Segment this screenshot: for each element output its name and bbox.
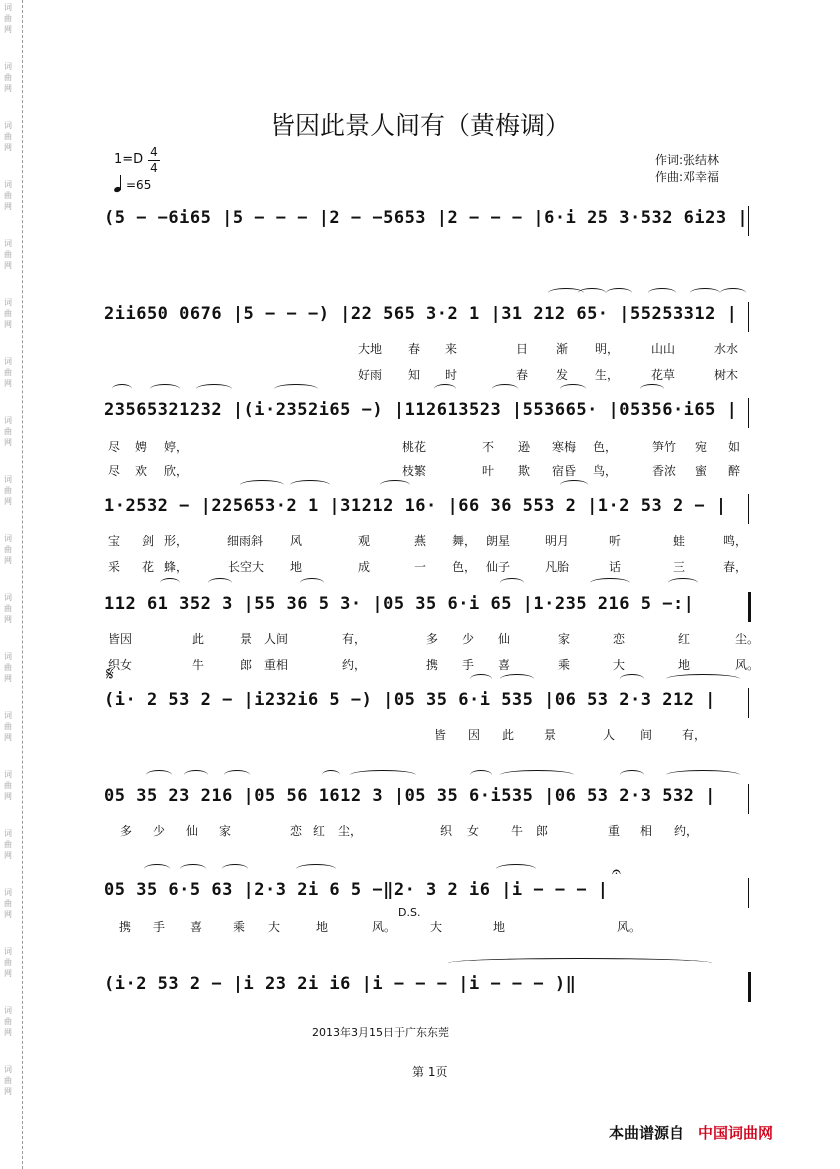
slur-arc (296, 864, 336, 874)
lyric-syllable: 携 (426, 658, 439, 672)
slur-arc (496, 864, 536, 874)
lyric-line (0, 340, 840, 358)
slur-arc (668, 578, 698, 588)
lyric-syllable: 婷， (164, 440, 189, 454)
slur-arc (180, 864, 206, 874)
watermark-text: 词曲网 (4, 3, 12, 34)
slur-arc (322, 770, 340, 780)
staff-line (0, 396, 840, 442)
slur-arc (500, 578, 524, 588)
lyric-syllable: 水水 (714, 342, 739, 356)
lyric-syllable: 因 (468, 728, 481, 742)
lyric-syllable: 叶 (482, 464, 495, 478)
bar-line (748, 302, 749, 332)
bar-line (748, 784, 749, 814)
bar-line (748, 592, 751, 622)
watermark-text: 词曲网 (4, 1006, 12, 1037)
lyric-syllable: 约， (674, 824, 699, 838)
lyric-syllable: 明月 (545, 534, 570, 548)
lyric-syllable: 有， (342, 632, 367, 646)
lyric-syllable: 乘 (233, 920, 246, 934)
lyric-syllable: 景 (544, 728, 557, 742)
jianpu-notes: (5 − −6i65 |5 − − − |2 − −5653 |2 − − − |6·i 25 3·532 6i23 | (104, 208, 748, 228)
jianpu-notes: 112 61 352 3 |55 36 5 3· |05 35 6·i 65 |1·235 216 5 −:| (104, 594, 695, 614)
watermark-text: 词曲网 (4, 593, 12, 624)
lyric-syllable: 欢 (135, 464, 148, 478)
lyric-syllable: 山山 (651, 342, 676, 356)
lyric-syllable: 春 (408, 342, 421, 356)
lyric-syllable: 发 (556, 368, 569, 382)
source-label: 本曲谱源自 (609, 1124, 685, 1142)
watermark-text: 词曲网 (4, 770, 12, 801)
slur-arc (470, 674, 492, 684)
lyric-syllable: 宝 (108, 534, 121, 548)
lyric-syllable: 笋竹 (652, 440, 677, 454)
watermark-text: 词曲网 (4, 357, 12, 388)
lyric-syllable: 鸣， (723, 534, 748, 548)
watermark-text: 词曲网 (4, 121, 12, 152)
lyric-syllable: 织女 (108, 658, 133, 672)
slur-arc (560, 480, 588, 490)
lyric-syllable: 蛙 (673, 534, 686, 548)
lyric-syllable: 织 (440, 824, 453, 838)
slur-arc (666, 674, 740, 684)
lyric-syllable: 醉 (728, 464, 741, 478)
lyric-syllable: 好雨 (358, 368, 383, 382)
credits (655, 152, 719, 186)
lyric-syllable: 形， (164, 534, 189, 548)
lyric-line (0, 462, 840, 480)
slur-arc (184, 770, 208, 780)
watermark-text: 词曲网 (4, 239, 12, 270)
lyric-syllable: 一 (414, 560, 427, 574)
lyric-syllable: 凡胎 (545, 560, 570, 574)
lyric-syllable: 乘 (558, 658, 571, 672)
composition-date: 2013年3月15日于广东东莞 (312, 1026, 449, 1039)
lyric-syllable: 如 (728, 440, 741, 454)
bar-line (748, 688, 749, 718)
lyric-syllable: 日 (516, 342, 529, 356)
tempo-value: =65 (126, 178, 152, 192)
slur-arc (500, 770, 574, 780)
jianpu-notes: 05 35 23 216 |05 56 1612 3 |05 35 6·i535 |06 53 2·3 532 | (104, 786, 716, 806)
page-number: 第 1页 (412, 1065, 448, 1079)
lyric-syllable: 景 (240, 632, 253, 646)
slur-arc (578, 288, 606, 298)
lyric-syllable: 郎 (240, 658, 253, 672)
lyric-syllable: 花草 (651, 368, 676, 382)
lyric-syllable: 牛 (511, 824, 524, 838)
lyric-syllable: 恋 (290, 824, 303, 838)
slur-arc (380, 480, 410, 490)
lyric-syllable: 时 (445, 368, 458, 382)
slur-arc (290, 480, 330, 490)
slur-arc (648, 288, 676, 298)
lyric-line (0, 656, 840, 674)
lyric-syllable: 皆 (434, 728, 447, 742)
lyric-syllable: 细雨斜 (227, 534, 264, 548)
lyric-syllable: 燕 (414, 534, 427, 548)
jianpu-notes: 05 35 6·5 63 |2·3 2i 6 5 −‖2· 3 2 i6 |i − − − | (104, 880, 609, 900)
lyric-syllable: 花 (142, 560, 155, 574)
slur-arc (720, 288, 746, 298)
lyric-syllable: 郎 (536, 824, 549, 838)
slur-arc (224, 770, 250, 780)
lyric-syllable: 春 (516, 368, 529, 382)
lyric-line (0, 918, 840, 936)
lyric-syllable: 仙 (186, 824, 199, 838)
slur-arc (448, 958, 712, 968)
key-signature: 1=D (114, 152, 144, 167)
slur-arc (640, 384, 664, 394)
lyric-syllable: 手 (462, 658, 475, 672)
lyric-syllable: 宿昏 (552, 464, 577, 478)
lyric-line (0, 438, 840, 456)
jianpu-notes: 23565321232 |(i·2352i65 −) |112613523 |553665· |05356·i65 | (104, 400, 738, 420)
lyric-syllable: 枝繁 (402, 464, 427, 478)
slur-arc (434, 384, 456, 394)
slur-arc (620, 674, 644, 684)
slur-arc (240, 480, 284, 490)
jianpu-notes: 1·2532 − |225653·2 1 |31212 16· |66 36 553 2 |1·2 53 2 − | (104, 496, 727, 516)
lyric-syllable: 相 (640, 824, 653, 838)
lyric-syllable: 朗星 (486, 534, 511, 548)
lyric-syllable: 听 (609, 534, 622, 548)
lyric-syllable: 恋 (613, 632, 626, 646)
jianpu-notes: (i· 2 53 2 − |i232i6 5 −) |05 35 6·i 535 |06 53 2·3 212 | (104, 690, 716, 710)
lyric-syllable: 多 (120, 824, 133, 838)
lyric-syllable: 鸟， (593, 464, 618, 478)
slur-arc (196, 384, 232, 394)
lyric-line (0, 630, 840, 648)
lyric-syllable: 舞， (452, 534, 477, 548)
lyric-syllable: 女 (467, 824, 480, 838)
time-signature (148, 146, 160, 175)
slur-arc (146, 770, 172, 780)
lyric-line (0, 366, 840, 384)
quarter-note-icon (114, 174, 124, 192)
lyric-syllable: 知 (408, 368, 421, 382)
lyric-syllable: 欺 (518, 464, 531, 478)
ds-marker: D.S. (398, 906, 421, 919)
lyric-syllable: 仙子 (486, 560, 511, 574)
lyric-syllable: 皆因 (108, 632, 133, 646)
watermark-text: 词曲网 (4, 416, 12, 447)
staff-line (0, 204, 840, 250)
lyric-syllable: 娉 (135, 440, 148, 454)
slur-arc (150, 384, 180, 394)
lyric-syllable: 重相 (264, 658, 289, 672)
lyric-syllable: 大 (430, 920, 443, 934)
lyric-syllable: 约， (342, 658, 367, 672)
slur-arc (350, 770, 416, 780)
lyric-syllable: 明， (595, 342, 620, 356)
lyric-syllable: 宛 (695, 440, 708, 454)
source-credit (609, 1122, 773, 1143)
lyric-syllable: 色， (593, 440, 618, 454)
lyric-syllable: 家 (219, 824, 232, 838)
lyric-syllable: 欣， (164, 464, 189, 478)
time-signature-bottom: 4 (150, 161, 158, 175)
song-title: 皆因此景人间有（黄梅调） (269, 111, 570, 140)
slur-arc (112, 384, 132, 394)
lyric-syllable: 间 (640, 728, 653, 742)
lyric-syllable: 人间 (264, 632, 289, 646)
lyric-syllable: 色， (452, 560, 477, 574)
lyric-syllable: 桃花 (402, 440, 427, 454)
lyric-syllable: 尽 (108, 440, 121, 454)
lyric-syllable: 地 (290, 560, 303, 574)
lyric-line (0, 558, 840, 576)
lyric-syllable: 地 (493, 920, 506, 934)
lyric-syllable: 成 (358, 560, 371, 574)
slur-arc (690, 288, 720, 298)
lyric-syllable: 三 (673, 560, 686, 574)
lyric-syllable: 仙 (498, 632, 511, 646)
watermark-text: 词曲网 (4, 947, 12, 978)
lyric-syllable: 剑 (142, 534, 155, 548)
bar-line (748, 494, 749, 524)
lyric-syllable: 长空大 (228, 560, 265, 574)
lyric-syllable: 大 (268, 920, 281, 934)
lyric-syllable: 寒梅 (552, 440, 577, 454)
lyric-syllable: 尘， (338, 824, 363, 838)
lyric-syllable: 红 (678, 632, 691, 646)
bar-line (748, 398, 749, 428)
slur-arc (274, 384, 318, 394)
lyric-syllable: 蜜 (695, 464, 708, 478)
lyric-line (0, 822, 840, 840)
watermark-text: 词曲网 (4, 1065, 12, 1096)
lyric-syllable: 风。 (617, 920, 642, 934)
bar-line (748, 878, 749, 908)
bar-line (748, 972, 751, 1002)
jianpu-notes: (i·2 53 2 − |i 23 2i i6 |i − − − |i − − − )‖ (104, 974, 577, 994)
lyricist-credit: 作词:张结林 (655, 153, 720, 167)
lyric-syllable: 风。 (735, 658, 760, 672)
lyric-syllable: 生， (595, 368, 620, 382)
lyric-syllable: 风。 (372, 920, 397, 934)
lyric-syllable: 多 (426, 632, 439, 646)
lyric-syllable: 采 (108, 560, 121, 574)
lyric-syllable: 逊 (518, 440, 531, 454)
lyric-syllable: 少 (462, 632, 475, 646)
slur-arc (620, 770, 644, 780)
slur-arc (666, 770, 740, 780)
watermark-text: 词曲网 (4, 829, 12, 860)
composer-credit: 作曲:邓幸福 (655, 170, 720, 184)
lyric-syllable: 此 (502, 728, 515, 742)
watermark-text: 词曲网 (4, 711, 12, 742)
slur-arc (144, 864, 170, 874)
slur-arc (208, 578, 232, 588)
lyric-syllable: 蜂， (164, 560, 189, 574)
lyric-syllable: 手 (153, 920, 166, 934)
lyric-syllable: 红 (313, 824, 326, 838)
slur-arc (160, 578, 180, 588)
staff-line (0, 970, 840, 1016)
lyric-syllable: 春， (723, 560, 748, 574)
lyric-syllable: 话 (609, 560, 622, 574)
time-signature-top: 4 (150, 145, 158, 159)
slur-arc (606, 288, 632, 298)
lyric-syllable: 大地 (358, 342, 383, 356)
lyric-syllable: 重 (608, 824, 621, 838)
slur-arc (590, 578, 630, 588)
slur-arc (222, 864, 248, 874)
lyric-syllable: 携 (119, 920, 132, 934)
lyric-syllable: 渐 (556, 342, 569, 356)
watermark-text: 词曲网 (4, 888, 12, 919)
lyric-syllable: 来 (445, 342, 458, 356)
bar-line (748, 206, 749, 236)
lyric-syllable: 有， (682, 728, 707, 742)
watermark-text: 词曲网 (4, 62, 12, 93)
jianpu-notes: 2ii650 0676 |5 − − −) |22 565 3·2 1 |31 212 65· |55253312 | (104, 304, 738, 324)
lyric-syllable: 少 (153, 824, 166, 838)
slur-arc (500, 674, 534, 684)
fermata-icon: 𝄐 (612, 862, 621, 881)
watermark-text: 词曲网 (4, 298, 12, 329)
lyric-syllable: 尽 (108, 464, 121, 478)
watermark-text: 词曲网 (4, 180, 12, 211)
lyric-syllable: 人 (603, 728, 616, 742)
lyric-syllable: 此 (192, 632, 205, 646)
lyric-syllable: 喜 (498, 658, 511, 672)
lyric-syllable: 牛 (192, 658, 205, 672)
lyric-syllable: 喜 (190, 920, 203, 934)
slur-arc (470, 770, 492, 780)
source-site: 中国词曲网 (698, 1124, 774, 1142)
lyric-syllable: 家 (558, 632, 571, 646)
watermark-text: 词曲网 (4, 534, 12, 565)
lyric-syllable: 地 (316, 920, 329, 934)
watermark-text: 词曲网 (4, 475, 12, 506)
slur-arc (560, 384, 586, 394)
lyric-syllable: 大 (613, 658, 626, 672)
lyric-syllable: 树木 (714, 368, 739, 382)
lyric-syllable: 地 (678, 658, 691, 672)
lyric-syllable: 观 (358, 534, 371, 548)
lyric-syllable: 香浓 (652, 464, 677, 478)
tempo-marking (114, 174, 151, 192)
lyric-line (0, 532, 840, 550)
watermark-text: 词曲网 (4, 652, 12, 683)
lyric-syllable: 尘。 (735, 632, 760, 646)
slur-arc (492, 384, 518, 394)
lyric-line (0, 726, 840, 744)
lyric-syllable: 不 (482, 440, 495, 454)
slur-arc (300, 578, 324, 588)
lyric-syllable: 风 (290, 534, 303, 548)
segno-icon: 𝄋 (106, 664, 114, 685)
